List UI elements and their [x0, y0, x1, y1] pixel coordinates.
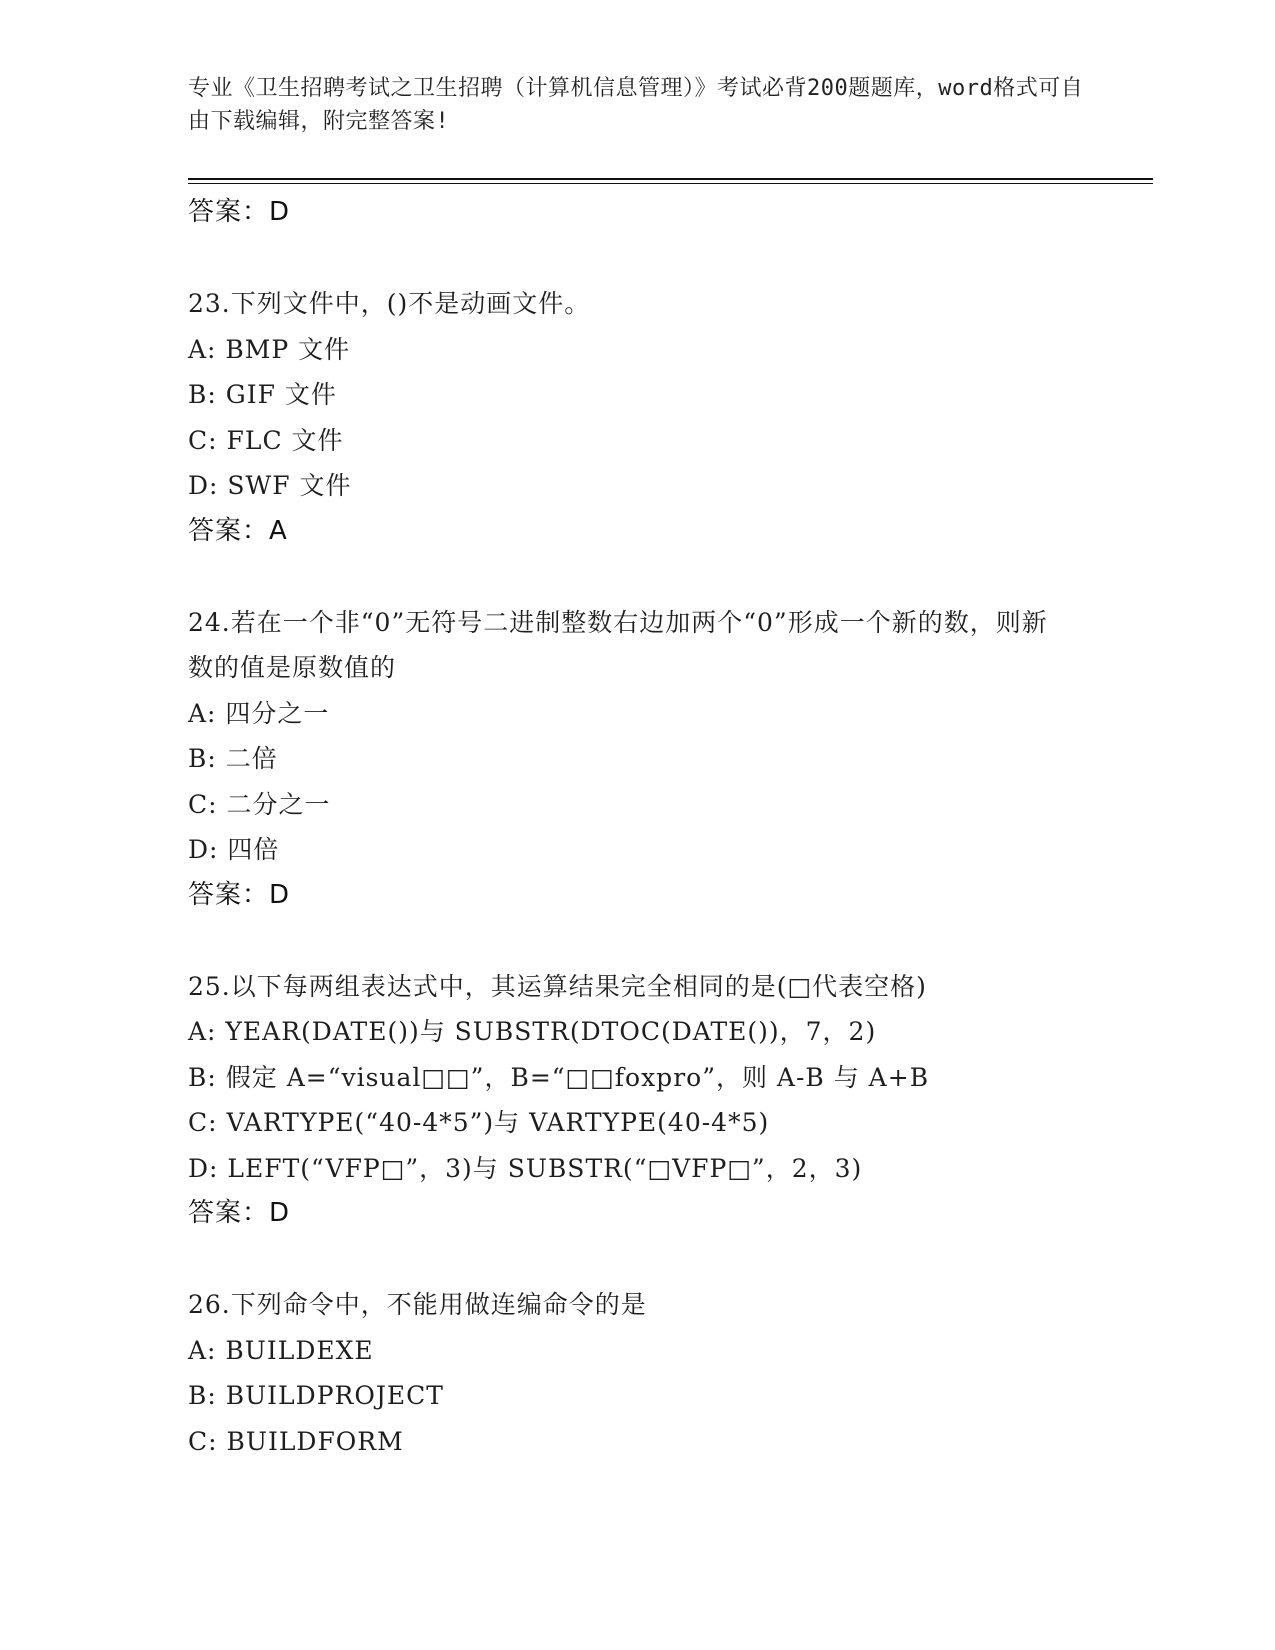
answer-line: 答案：D — [188, 1198, 291, 1228]
option-d: D: 四倍 — [188, 835, 280, 864]
option-d: D: LEFT(“VFP□”，3)与 SUBSTR(“□VFP□”，2，3) — [188, 1153, 863, 1183]
option-b: B: BUILDPROJECT — [188, 1381, 444, 1410]
option-c: C: 二分之一 — [188, 789, 331, 819]
option-b: B: GIF 文件 — [188, 380, 337, 409]
option-d: D: SWF 文件 — [188, 471, 352, 500]
option-c: C: BUILDFORM — [188, 1426, 404, 1456]
option-a: A: BMP 文件 — [188, 334, 351, 364]
option-b: B: 假定 A=“visual□□”，B=“□□foxpro”，则 A-B 与 A+B — [188, 1062, 930, 1092]
header-divider-thin — [188, 183, 1153, 184]
question-stem: 26.下列命令中，不能用做连编命令的是 — [188, 1290, 647, 1319]
option-c: C: FLC 文件 — [188, 425, 344, 455]
header-divider — [188, 178, 1153, 180]
question-list — [188, 190, 1088, 1464]
option-a: A: YEAR(DATE())与 SUBSTR(DTOC(DATE())，7，2) — [188, 1017, 877, 1046]
answer-line: 答案：D — [188, 197, 291, 227]
option-b: B: 二倍 — [188, 744, 278, 773]
question-stem: 23.下列文件中，()不是动画文件。 — [188, 289, 591, 318]
question-stem: 25.以下每两组表达式中，其运算结果完全相同的是(□代表空格) — [188, 971, 927, 1001]
spacer — [188, 554, 1088, 600]
spacer — [188, 236, 1088, 282]
option-a: A: BUILDEXE — [188, 1335, 374, 1365]
spacer — [188, 918, 1088, 964]
spacer — [188, 1237, 1088, 1283]
option-a: A: 四分之一 — [188, 698, 330, 728]
answer-line: 答案：D — [188, 879, 291, 910]
question-stem: 24.若在一个非“0”无符号二进制整数右边加两个“0”形成一个新的数，则新数的值是原数值的 — [188, 607, 1048, 682]
document-header: 专业《卫生招聘考试之卫生招聘（计算机信息管理）》考试必背200题题库，word格式可自由下载编辑，附完整答案! — [188, 76, 1084, 134]
option-c: C: VARTYPE(“40-4*5”)与 VARTYPE(40-4*5) — [188, 1108, 770, 1137]
answer-line: 答案：A — [188, 515, 288, 546]
